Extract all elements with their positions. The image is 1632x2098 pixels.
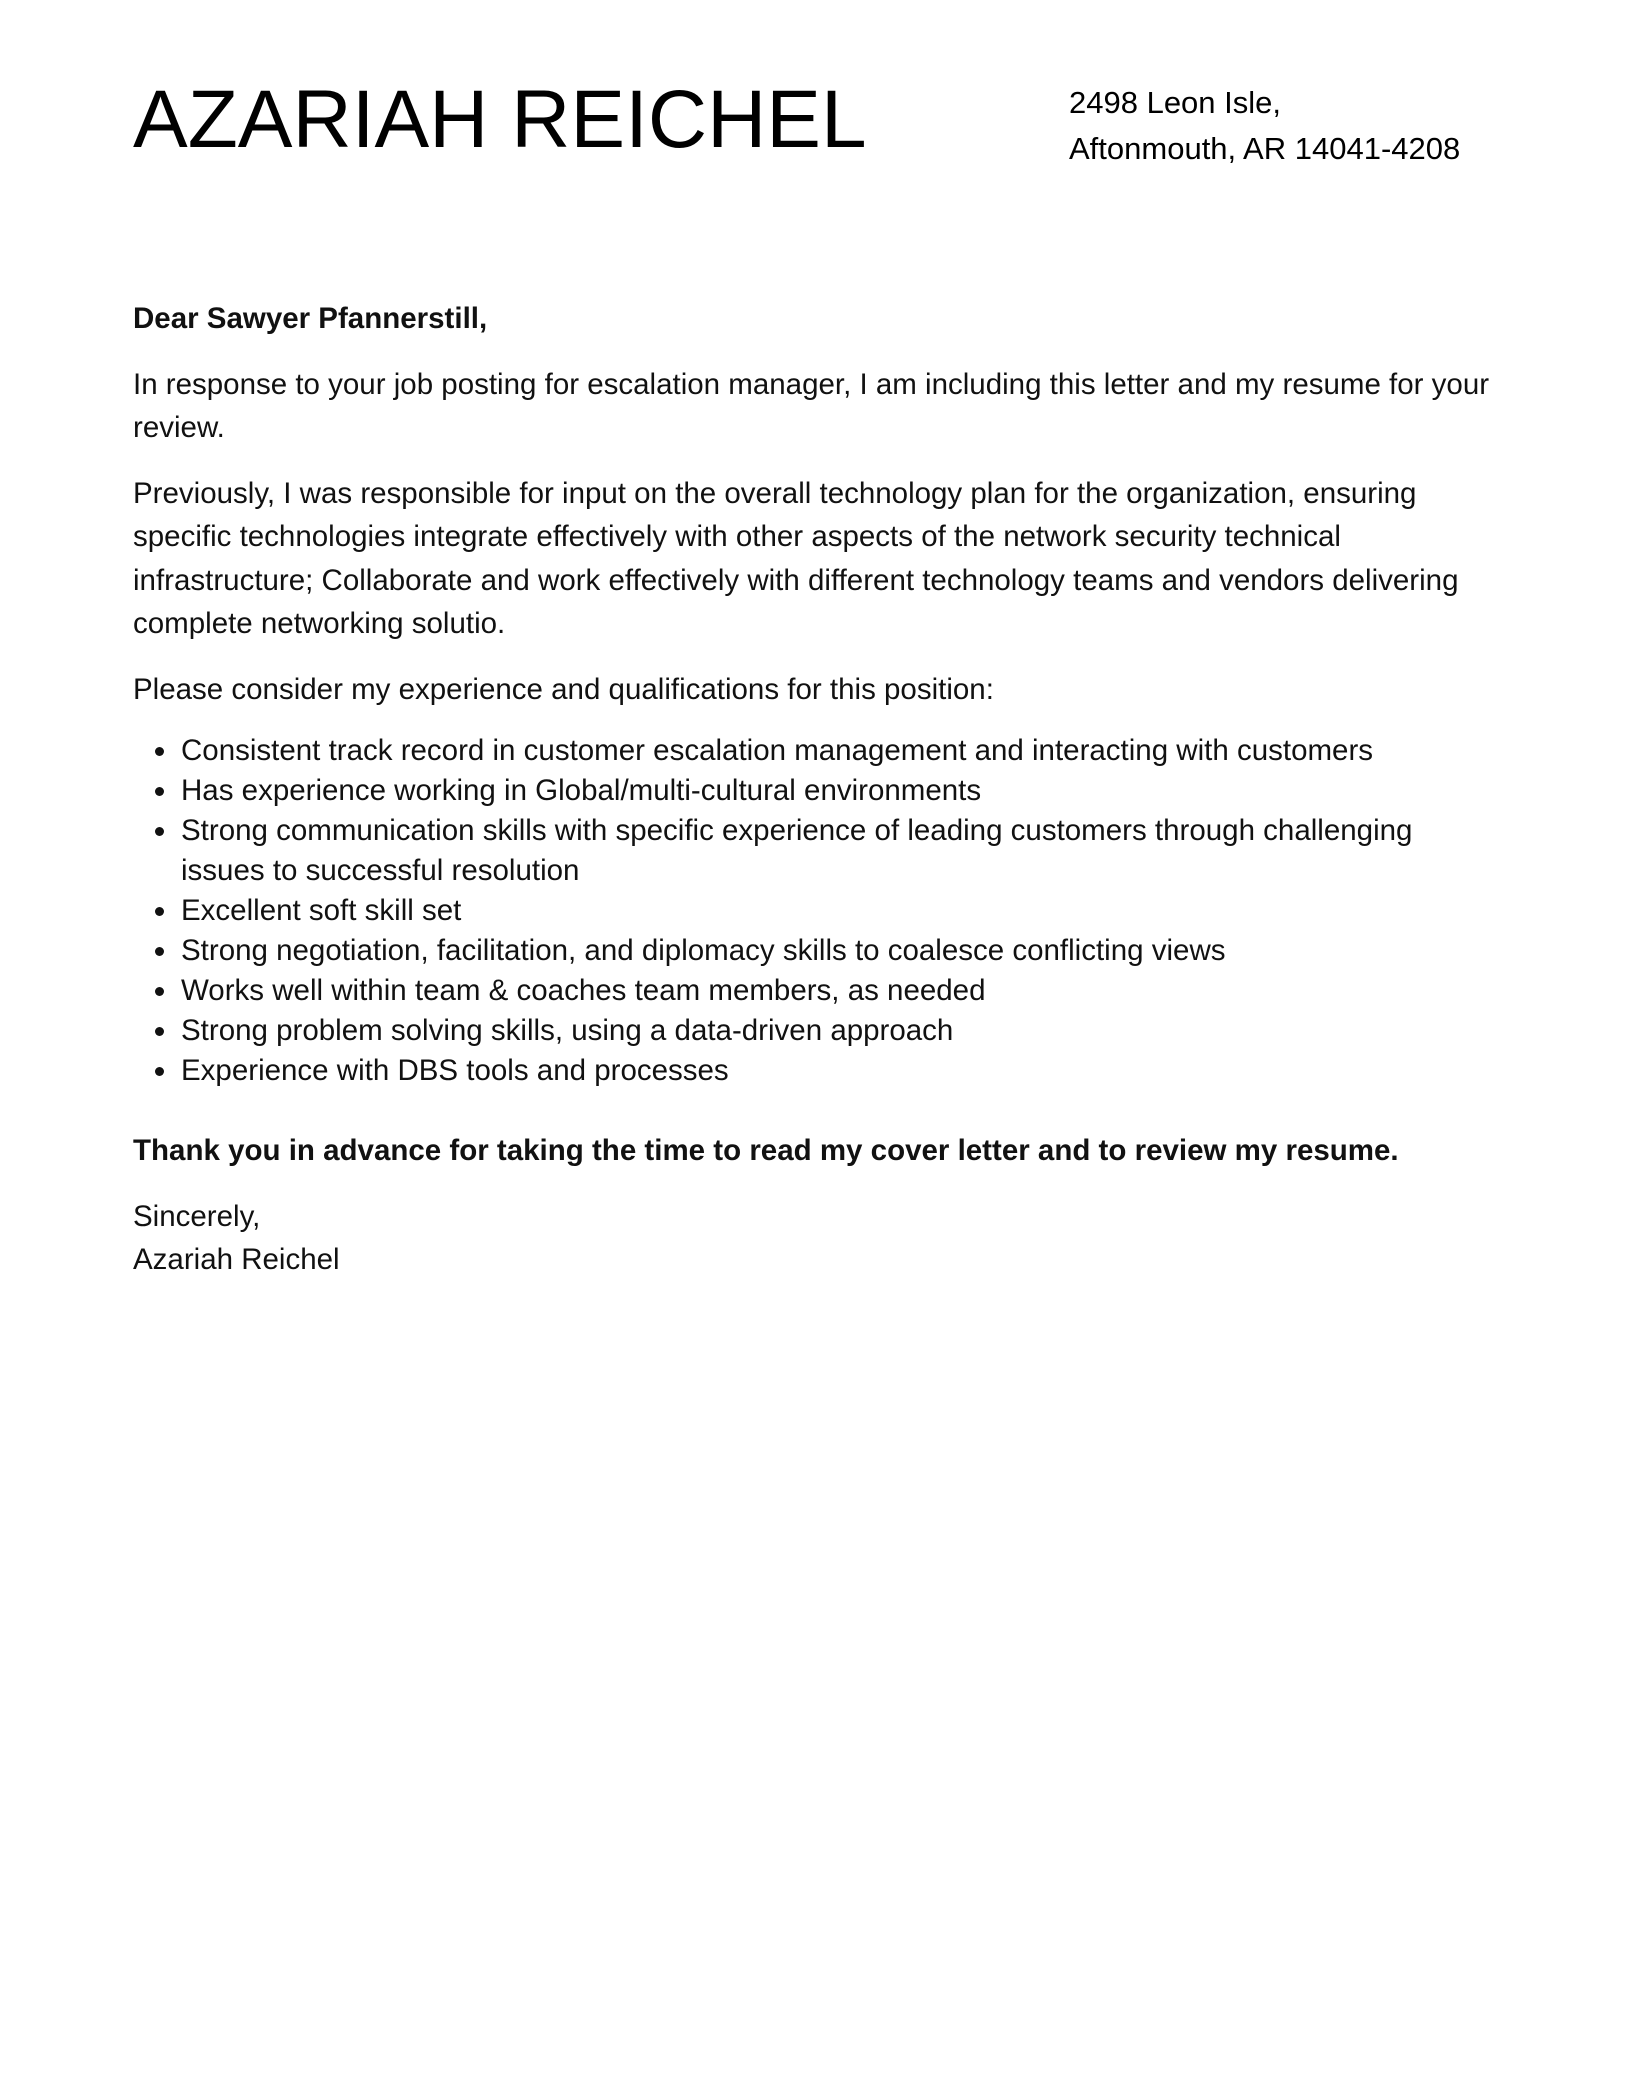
list-item-text: Excellent soft skill set xyxy=(181,894,462,927)
bullet-icon xyxy=(155,1027,164,1036)
list-item-text: Strong negotiation, facilitation, and diplomacy skills to coalesce conflicting views xyxy=(181,934,1226,967)
applicant-name: AZARIAH REICHEL xyxy=(133,74,867,165)
list-item xyxy=(133,1051,1503,1091)
qualifications-list xyxy=(133,731,1503,1091)
list-item xyxy=(133,1011,1503,1051)
list-item-text: Works well within team & coaches team members, as needed xyxy=(181,974,986,1007)
signature-name: Azariah Reichel xyxy=(133,1243,340,1276)
letter-body xyxy=(133,297,1503,1282)
list-item-text: Experience with DBS tools and processes xyxy=(181,1054,729,1087)
bullet-icon xyxy=(155,907,164,916)
list-item xyxy=(133,771,1503,811)
thank-you-line: Thank you in advance for taking the time to read my cover letter and to review my resume. xyxy=(133,1134,1399,1167)
bullet-icon xyxy=(155,987,164,996)
address-line-1: 2498 Leon Isle, xyxy=(1069,85,1282,120)
list-item xyxy=(133,931,1503,971)
list-item xyxy=(133,891,1503,931)
signoff: Sincerely, xyxy=(133,1199,261,1233)
intro-paragraph: In response to your job posting for escalation manager, I am including this letter and my resume for your review. xyxy=(133,367,1490,444)
list-item-text: Strong communication skills with specific experience of leading customers through challenging issues to successful resolution xyxy=(181,814,1413,887)
list-item-text: Has experience working in Global/multi-cultural environments xyxy=(181,774,982,807)
bullet-icon xyxy=(155,827,164,836)
list-item xyxy=(133,731,1503,771)
bullet-icon xyxy=(155,787,164,796)
list-item-text: Consistent track record in customer escalation management and interacting with customers xyxy=(181,734,1374,767)
bullet-icon xyxy=(155,947,164,956)
list-item xyxy=(133,971,1503,1011)
bullet-icon xyxy=(155,747,164,756)
list-item-text: Strong problem solving skills, using a data-driven approach xyxy=(181,1014,954,1047)
address-line-2: Aftonmouth, AR 14041-4208 xyxy=(1069,131,1461,166)
list-item xyxy=(133,811,1503,891)
salutation: Dear Sawyer Pfannerstill, xyxy=(133,302,488,335)
signoff-block xyxy=(133,1195,1503,1282)
bullet-icon xyxy=(155,1067,164,1076)
applicant-address xyxy=(1069,80,1460,172)
experience-paragraph: Previously, I was responsible for input on the overall technology plan for the organization, ensuring specific technologies integrate effectively with other aspects of the network security technical infrastructure; Collaborate and work effectively with different technology teams and vendors delivering complete networking solutio. xyxy=(133,476,1459,640)
consider-paragraph: Please consider my experience and qualifications for this position: xyxy=(133,672,994,706)
